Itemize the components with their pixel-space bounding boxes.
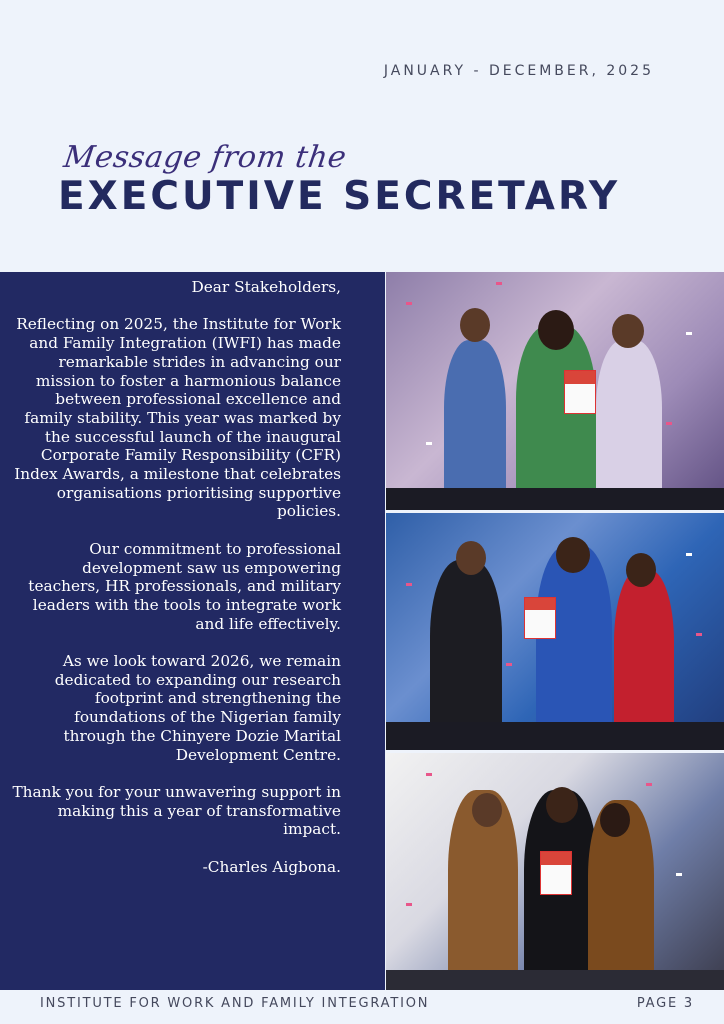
letter-panel xyxy=(0,272,385,990)
letter-paragraph: As we look toward 2026, we remain dedicated to expanding our research footprint and strengthening the foundations of the Nigerian family through the Chinyere Dozie Marital Development Centre. xyxy=(54,652,341,764)
award-photo-1 xyxy=(386,272,724,510)
letter-greeting: Dear Stakeholders, xyxy=(191,278,341,296)
letter-paragraph: Thank you for your unwavering support in making this a year of transformative impact. xyxy=(12,782,341,839)
page-number: PAGE 3 xyxy=(636,996,694,1011)
photo-column xyxy=(386,272,724,990)
letter-signature: -Charles Aigbona. xyxy=(202,857,341,876)
letter-paragraph: Reflecting on 2025, the Institute for Work and Family Integration (IWFI) has made remarkable strides in advancing our mission to foster a harmonious balance between professional excellence and family stability. This year was marked by the successful launch of the inaugural Corporate Family Responsibility (CFR) Index Awards, a milestone that celebrates organisations prioritising supportive policies. xyxy=(14,315,341,521)
letter-paragraph: Our commitment to professional development saw us empowering teachers, HR professionals, and military leaders with the tools to integrate work and life effectively. xyxy=(28,539,341,633)
script-title: Message from the xyxy=(61,140,349,175)
letter-body xyxy=(11,278,341,895)
footer-organization: INSTITUTE FOR WORK AND FAMILY INTEGRATION xyxy=(40,996,430,1011)
date-range: JANUARY - DECEMBER, 2025 xyxy=(383,63,654,79)
award-photo-3 xyxy=(386,753,724,990)
award-photo-2 xyxy=(386,513,724,750)
page-title: EXECUTIVE SECRETARY xyxy=(58,174,621,219)
